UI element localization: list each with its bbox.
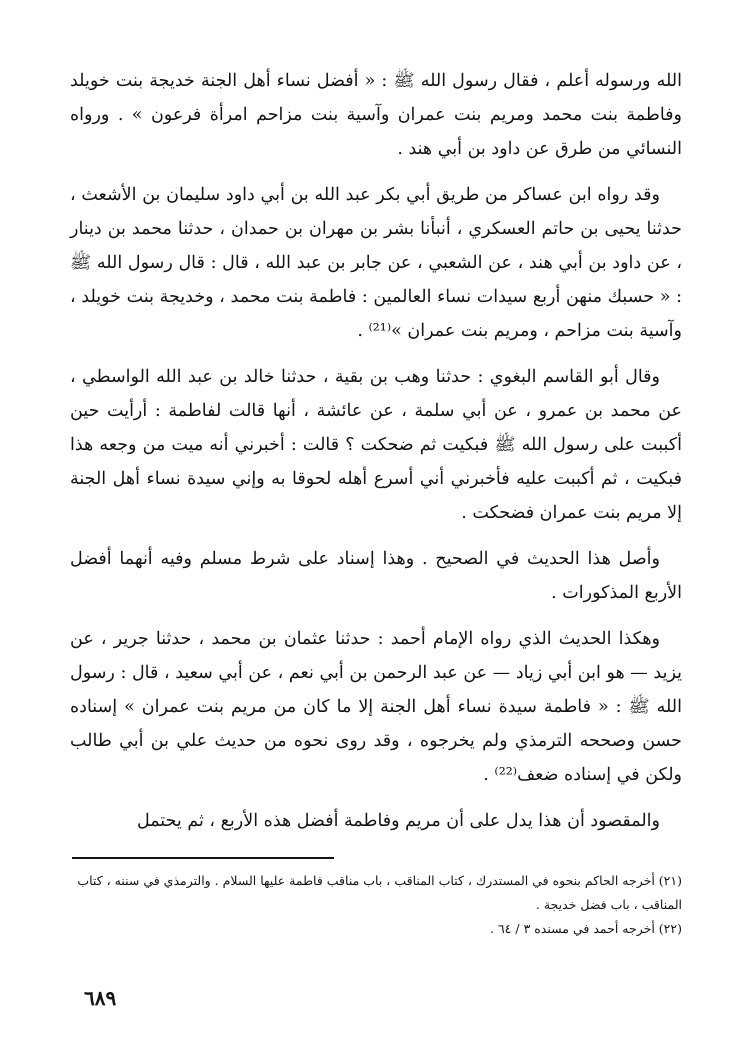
paragraph-6: والمقصود أن هذا يدل على أن مريم وفاطمة أفضل هذه الأربع ، ثم يحتمل — [136, 811, 660, 831]
page-number: ٦٨٩ — [84, 986, 117, 1010]
footnotes — [70, 869, 682, 941]
footnote-21: (٢١) أخرجه الحاكم بنحوه في المستدرك ، كتاب المناقب ، باب مناقب فاطمة عليها السلام . والترمذي في سننه ، كتاب المناقب ، باب فضل خديجة . — [77, 873, 682, 912]
paragraph-4: وأصل هذا الحديث في الصحيح . وهذا إسناد على شرط مسلم وفيه أنهما أفضل الأربع المذكورات . — [70, 549, 682, 603]
footnote-22: (٢٢) أخرجه أحمد في مسنده ٣ / ٦٤ . — [490, 921, 682, 936]
paragraph-5: وهكذا الحديث الذي رواه الإمام أحمد : حدثنا عثمان بن محمد ، حدثنا جرير ، عن يزيد — هو ابن أبي زياد — عن عبد الرحمن بن أبي نعم ، عن أبي سعيد ، قال : رسول الله ﷺ : « فاطمة سيدة نساء أهل الجنة إلا ما كان من مريم بنت عمران » إسناده حسن وصححه الترمذي ولم يخرجوه ، وقد روى نحوه من حديث علي بن أبي طالب ولكن في إسناده ضعف⁽²²⁾ . — [70, 629, 682, 785]
footnote-divider — [72, 857, 334, 859]
paragraph-2: وقد رواه ابن عساكر من طريق أبي بكر عبد الله بن أبي داود سليمان بن الأشعث ، حدثنا يحيى بن حاتم العسكري ، أنبأنا بشر بن مهران بن حمدان ، حدثنا محمد بن دينار ، عن داود بن أبي هند ، عن الشعبي ، عن جابر بن عبد الله ، قال : قال رسول الله ﷺ : « حسبك منهن أربع سيدات نساء العالمين : فاطمة بنت محمد ، وخديجة بنت خويلد ، وآسية بنت مزاحم ، ومريم بنت عمران »⁽²¹⁾ . — [70, 185, 682, 341]
paragraph-1: الله ورسوله أعلم ، فقال رسول الله ﷺ : « أفضل نساء أهل الجنة خديجة بنت خويلد وفاطمة بنت محمد ومريم بنت عمران وآسية بنت مزاحم امرأة فرعون » . ورواه النسائي من طرق عن داود بن أبي هند . — [70, 71, 682, 159]
main-text — [70, 64, 682, 838]
paragraph-3: وقال أبو القاسم البغوي : حدثنا وهب بن بقية ، حدثنا خالد بن عبد الله الواسطي ، عن محمد بن عمرو ، عن أبي سلمة ، عن عائشة ، أنها قالت لفاطمة : أرأيت حين أكببت على رسول الله ﷺ فبكيت ثم ضحكت ؟ قالت : أخبرني أنه ميت من وجعه هذا فبكيت ، ثم أكببت عليه فأخبرني أني أسرع أهله لحوقا به وإني سيدة نساء أهل الجنة إلا مريم بنت عمران فضحكت . — [70, 367, 682, 523]
